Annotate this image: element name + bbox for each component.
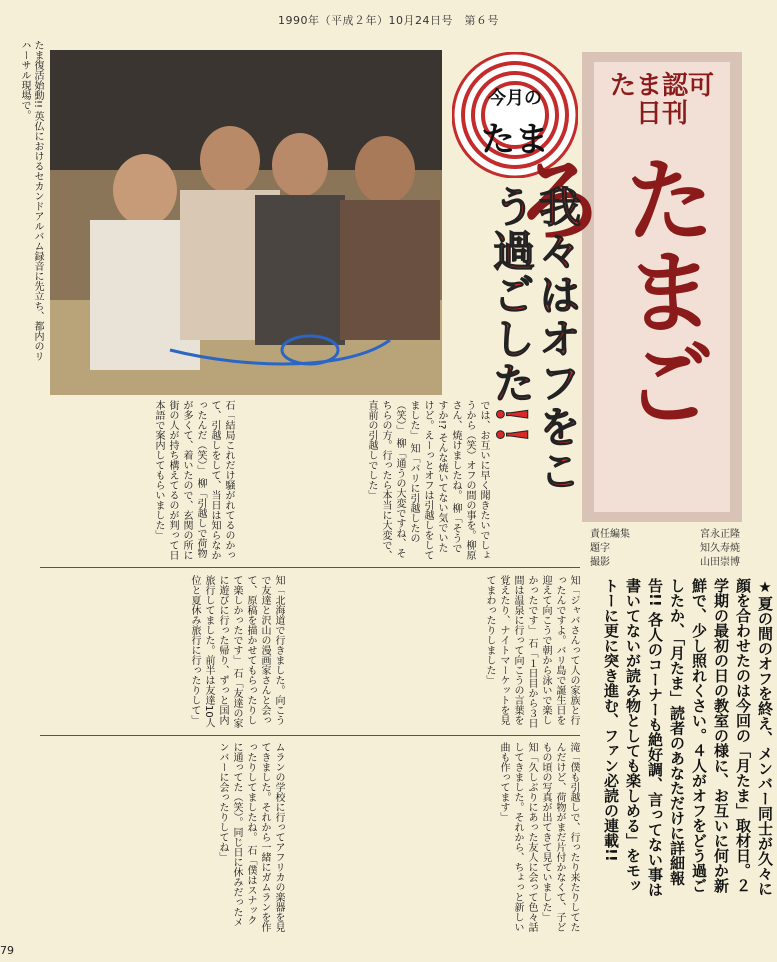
- series-title: たまごろ: [499, 152, 717, 428]
- column-divider: [40, 567, 580, 568]
- lead-paragraph: ★夏の間のオフを終え、メンバー同士が久々に顔を合わせたのは今回の「月たま」取材日。２学期の最初の日の教室の様に、お互いに何か新鮮で、少し照れくさい。４人がオフをどう過ごしたか、「月たま」読者のあなただけに詳細報告!! 各人のコーナーも絶好調、言ってない事は書いてないが読み物としても楽しめる」をモットーに更に突き進む、ファン必読の連載!!: [602, 578, 774, 897]
- photo-caption: たま復活始動!! 英仏におけるセカンドアルバム録音に先立ち、都内のリハーサル現場で。: [19, 40, 43, 362]
- column-divider: [40, 735, 580, 736]
- credits-block: [590, 528, 740, 570]
- credit-value: 宮永正隆: [700, 529, 740, 540]
- band-members-illustration: [50, 50, 442, 395]
- credit-label: 責任編集: [590, 529, 630, 540]
- article-headline: 我々はオフをこう過ごした!!: [487, 185, 582, 493]
- credit-label: 題字: [590, 543, 610, 554]
- article-column: 石「結局これだけ騒がれてるのかって、引越しをして、当日は知らなかったんだ（笑）」 柳「引越しで荷物が多くて、着いたので、玄関の所に街の人が持ち構えてるのが判って日本語で案内してもらいました」: [153, 400, 234, 560]
- article-column: では、お互いに早く聞きたいでしょうから（笑）オフの間の事を。柳原さん、焼けましたね。 柳「そうですか!? そんな焼いてない気でいたけど。えーっとオフは引越しをしてました」 知「バリに引越したの（笑）」 柳「通うの大変ですね、そちらの方。行ったら本当に大変で、直前の引越しでした」: [366, 400, 489, 560]
- band-photo: [50, 50, 442, 395]
- page-number: 79: [0, 944, 14, 957]
- logo-top-text: 今月の: [488, 88, 542, 109]
- credit-label: 撮影: [590, 557, 610, 568]
- issue-date-line: 1990年（平成２年）10月24日号 第６号: [278, 14, 499, 27]
- article-column: 滝「僕も引越しで、行ったり来たりしてたんだけど、荷物がまだ片付かなくて、子どもの頃の写真が出てきて見ていました」 知「久しぶりにあった友人に会って色々話してきました。それから、ちょっと新しい曲も作ってます」: [498, 742, 579, 932]
- article-column: ムランの学校に行ってアフリカの楽器を見てきました。それから一緒にガムランを作ったりしてましたね。 石「僕はスナックに通ってた（笑）。同じ日に休みだったメンバーに会ったりしてね」: [217, 742, 284, 932]
- credit-row: [590, 528, 740, 542]
- logo-main-text: たま: [481, 120, 549, 160]
- credit-value: 知久寿焼: [700, 543, 740, 554]
- credit-value: 山田崇博: [700, 557, 740, 568]
- series-subtitle: たま認可日刊: [609, 71, 714, 129]
- credit-row: [590, 556, 740, 570]
- credit-row: [590, 542, 740, 556]
- article-column: 知「北海道で行きました。向こうで友達と沢山の漫画家さんと会って、原稿を描かせてもらったりして楽しかったです」 石「友達の家に遊びに行った帰り、ずっと国内旅行してました。前半は友達10人位と夏休み旅行に行ったりして」: [189, 575, 284, 729]
- article-column: 知「ジャバさんって人の家族と行ったんですよ。バリ島で誕生日を迎えて向こうで朝から泳いで楽しかったです」 石「１日目から３日間は温泉に行って向こうの言葉を覚えたり、ナイトマーケットを見てまわったりしました」: [484, 575, 579, 729]
